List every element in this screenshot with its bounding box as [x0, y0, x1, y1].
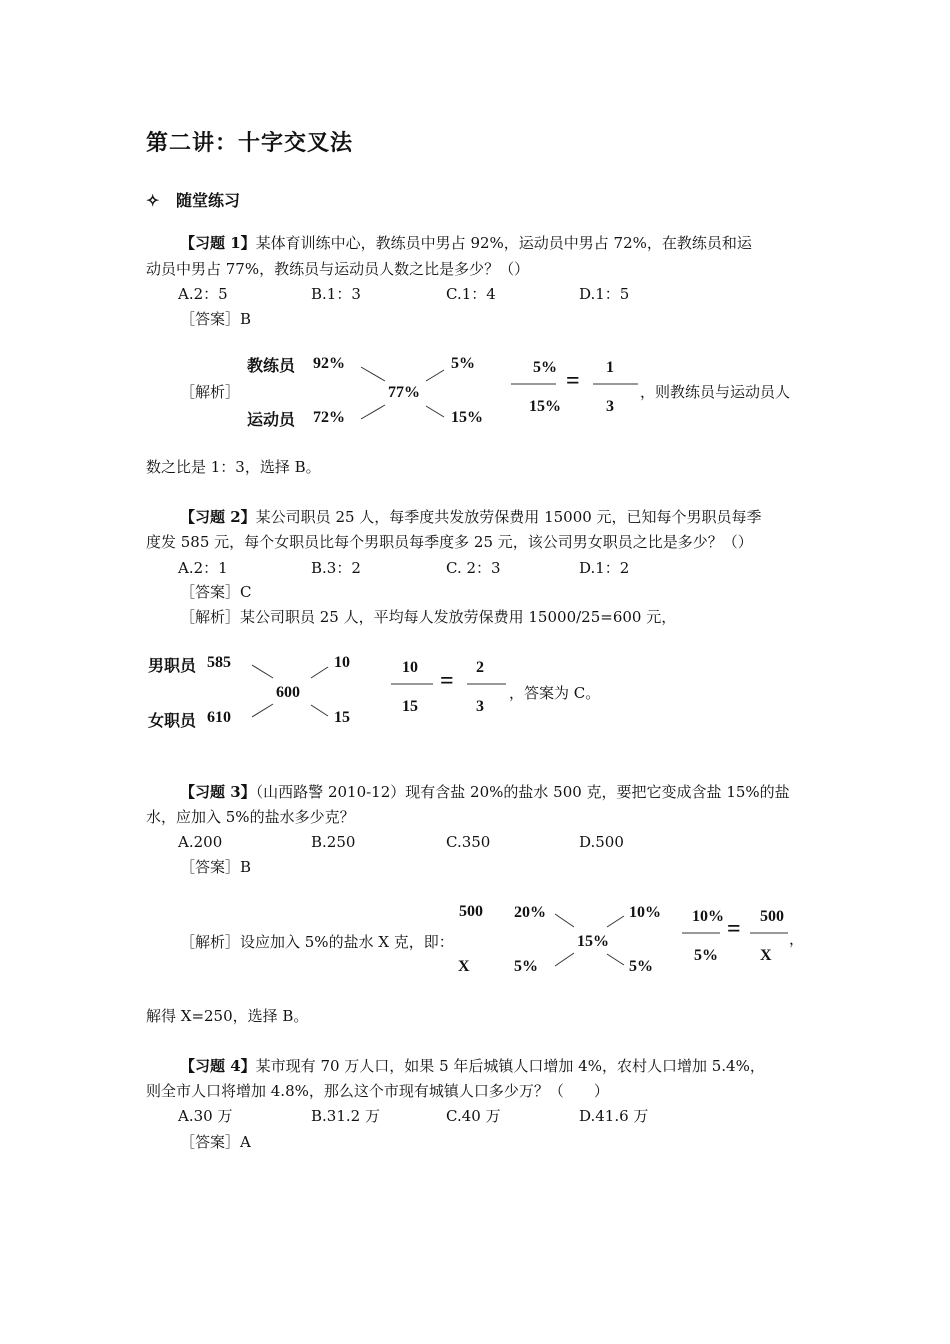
q1-diagram-center: 77% — [388, 384, 420, 401]
q1-answer: ［答案］B — [180, 310, 252, 328]
q2-diagram-left-bottom: 610 — [207, 709, 231, 726]
q1-option-b: B.1：3 — [311, 285, 361, 303]
q3-diagram-right-top: 10% — [629, 904, 661, 921]
q4-answer: ［答案］A — [180, 1133, 251, 1151]
q3-after-ratio: ， — [789, 930, 805, 948]
q3-diagram-right-bottom: 5% — [629, 958, 653, 975]
q1-diagram-right-bottom: 15% — [451, 409, 483, 426]
q3-diagram-label-bottom: X — [458, 958, 470, 975]
q2-answer: ［答案］C — [180, 583, 252, 601]
q4-option-d: D.41.6 万 — [579, 1107, 649, 1125]
q3-conclusion: 解得 X=250，选择 B。 — [146, 1007, 309, 1025]
q3-diagram-label-top: 500 — [459, 903, 483, 920]
q1-ratio-den1: 15% — [529, 398, 561, 415]
q1-cross-line-br — [426, 406, 444, 417]
q4-option-a: A.30 万 — [178, 1107, 233, 1125]
q3-option-b: B.250 — [311, 833, 356, 851]
q3-tag: 【习题 3】 — [180, 783, 256, 801]
q3-line2: 水，应加入 5%的盐水多少克？ — [146, 808, 355, 826]
page-title: 第二讲：十字交叉法 — [146, 130, 354, 156]
q2-diagram-center: 600 — [276, 684, 300, 701]
q2-diagram-label-bottom: 女职员 — [148, 711, 197, 730]
q1-ratio-equals: = — [566, 368, 580, 394]
q3-analysis: ［解析］设应加入 5%的盐水 X 克，即： — [180, 933, 454, 951]
q3-cross-line-tl — [555, 914, 574, 927]
q1-ratio-den2: 3 — [606, 398, 614, 415]
section-label: 随堂练习 — [176, 191, 241, 210]
q2-line2: 度发 585 元，每个女职员比每个男职员每季度多 25 元，该公司男女职员之比是多少？（） — [146, 533, 753, 551]
q3-ratio-den1: 5% — [694, 947, 718, 964]
q2-diagram-label-top: 男职员 — [148, 656, 197, 675]
q2-ratio-den2: 3 — [476, 698, 484, 715]
q1-cross-line-bl — [361, 405, 385, 419]
q3-option-c: C.350 — [446, 833, 491, 851]
q2-cross-line-bl — [252, 704, 273, 717]
q2-analysis: ［解析］某公司职员 25 人，平均每人发放劳保费用 15000/25=600 元， — [180, 608, 677, 626]
q1-analysis-label: ［解析］ — [180, 383, 241, 401]
q3-diagram-center: 15% — [577, 933, 609, 950]
q2-diagram-right-bottom: 15 — [334, 709, 350, 726]
q2-option-b: B.3：2 — [311, 559, 361, 577]
q4-text1: 某市现有 70 万人口，如果 5 年后城镇人口增加 4%，农村人口增加 5.4%， — [255, 1057, 765, 1075]
q2-tag: 【习题 2】 — [180, 508, 256, 526]
q1-cross-line-tl — [361, 367, 385, 381]
q3-ratio-num2: 500 — [760, 908, 784, 925]
q1-cross-line-tr — [426, 370, 444, 381]
q2-cross-line-br — [311, 705, 328, 716]
q4-tag: 【习题 4】 — [180, 1057, 256, 1075]
q3-cross-line-br — [607, 954, 624, 965]
q2-text1: 某公司职员 25 人，每季度共发放劳保费用 15000 元，已知每个男职员每季 — [255, 508, 762, 526]
q3-text1: （山西路警 2010-12）现有含盐 20%的盐水 500 克，要把它变成含盐 15%的盐 — [255, 783, 790, 801]
q3-option-d: D.500 — [579, 833, 624, 851]
q4-option-c: C.40 万 — [446, 1107, 501, 1125]
q1-tag: 【习题 1】 — [180, 234, 256, 252]
q2-option-d: D.1：2 — [579, 559, 630, 577]
q1-ratio-num1: 5% — [533, 359, 557, 376]
q3-answer: ［答案］B — [180, 858, 252, 876]
q1-diagram-label-bottom: 运动员 — [247, 410, 296, 429]
q2-after-ratio: ，答案为 C。 — [509, 684, 601, 702]
q3-cross-line-tr — [607, 916, 624, 927]
q1-diagram-label-top: 教练员 — [247, 356, 296, 375]
q3-cross-line-bl — [555, 953, 574, 966]
q3-diagram-left-top: 20% — [514, 904, 546, 921]
q2-ratio-num1: 10 — [402, 659, 418, 676]
q3-option-a: A.200 — [178, 833, 223, 851]
q2-ratio-equals: = — [440, 668, 454, 694]
q2-cross-line-tl — [252, 665, 273, 678]
q1-diagram-right-top: 5% — [451, 355, 475, 372]
q2-cross-line-tr — [311, 667, 328, 678]
q1-text1: 某体育训练中心，教练员中男占 92%，运动员中男占 72%，在教练员和运 — [255, 234, 752, 252]
q1-after-ratio: ，则教练员与运动员人 — [640, 383, 791, 401]
q2-option-c: C. 2：3 — [446, 559, 501, 577]
q1-ratio-num2: 1 — [606, 359, 614, 376]
q1-diagram-left-bottom: 72% — [313, 409, 345, 426]
q1-option-a: A.2：5 — [178, 285, 228, 303]
q2-ratio-den1: 15 — [402, 698, 418, 715]
q3-diagram-left-bottom: 5% — [514, 958, 538, 975]
q1-line2: 动员中男占 77%，教练员与运动员人数之比是多少？（） — [146, 260, 530, 278]
q1-option-d: D.1：5 — [579, 285, 630, 303]
q1-option-c: C.1：4 — [446, 285, 496, 303]
q4-line2: 则全市人口将增加 4.8%，那么这个市现有城镇人口多少万？（ ） — [146, 1082, 609, 1100]
q1-conclusion: 数之比是 1：3，选择 B。 — [146, 458, 321, 476]
q3-ratio-num1: 10% — [692, 908, 724, 925]
q2-diagram-left-top: 585 — [207, 654, 231, 671]
q2-diagram-right-top: 10 — [334, 654, 350, 671]
four-pointed-star-icon: ✧ — [146, 191, 160, 210]
q2-ratio-num2: 2 — [476, 659, 484, 676]
q1-diagram-left-top: 92% — [313, 355, 345, 372]
q3-ratio-den2: X — [760, 947, 772, 964]
q4-option-b: B.31.2 万 — [311, 1107, 380, 1125]
q3-ratio-equals: = — [727, 916, 741, 942]
q2-option-a: A.2：1 — [178, 559, 228, 577]
